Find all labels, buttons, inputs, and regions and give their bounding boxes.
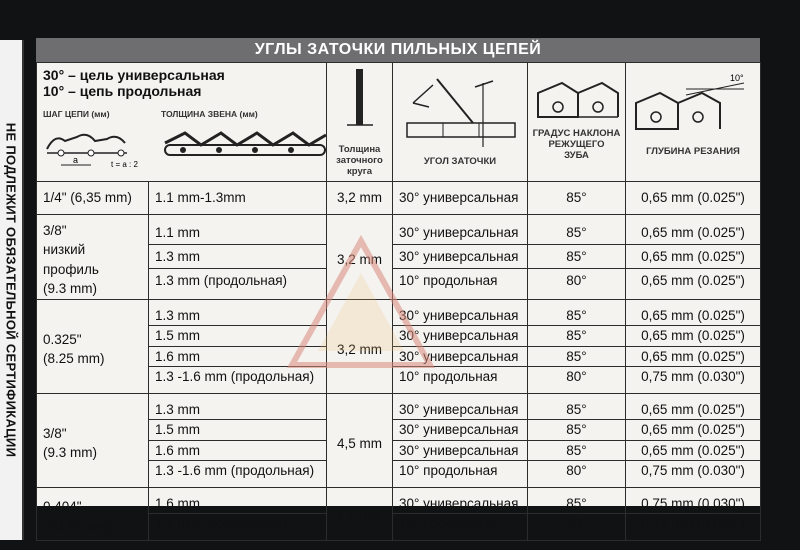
pitch-text: 1/4" (6,35 mm): [43, 190, 132, 205]
depth-cell: [626, 514, 761, 541]
depth-header-label: ГЛУБИНА РЕЗАНИЯ: [646, 146, 740, 157]
angle-cell: [393, 393, 528, 420]
gauge-cell: [149, 487, 327, 514]
gauge-cell: [149, 461, 327, 488]
pitch-text: профиль: [43, 261, 99, 277]
tooth-angle-cell: [528, 440, 626, 461]
depth-cell-text: 0,65 mm (0.025"): [641, 328, 745, 343]
pitch-a-label: a: [73, 155, 79, 165]
angle-cell-text: 10° продольная: [399, 516, 498, 531]
tooth-angle-cell-text: 85°: [566, 328, 587, 343]
angle-cell: [393, 367, 528, 394]
tooth-angle-cell-text: 85°: [566, 248, 587, 264]
angle-cell-text: 30° универсальная: [399, 348, 519, 364]
depth-header-cell: [626, 63, 761, 182]
sharpening-table-card: [36, 38, 760, 534]
pitch-header-label: ШАГ ЦЕПИ (мм): [43, 109, 110, 119]
tooth-angle-header-cell: [528, 63, 626, 182]
gauge-chain-icon: [161, 119, 331, 175]
angle-header-label: УГОЛ ЗАТОЧКИ: [423, 156, 497, 167]
gauge-cell-text: 1.3 mm: [155, 248, 201, 264]
angle-cell: [393, 346, 528, 367]
angle-cell: [393, 182, 528, 215]
depth-cell-text: 0,65 mm (0.025"): [641, 401, 745, 417]
depth-cell: [626, 461, 761, 488]
table-row: [37, 299, 761, 326]
depth-cell-text: 0,65 mm (0.025"): [641, 442, 745, 458]
gauge-cell-text: 1.3 mm (продольная): [155, 272, 288, 288]
file-header-line2: заточного: [336, 155, 383, 166]
angle-cell-text: 10° продольная: [399, 463, 498, 478]
depth-cell-text: 0,75 mm (0.030"): [641, 495, 745, 511]
tooth-angle-cell: [528, 182, 626, 215]
gauge-cell: [149, 299, 327, 326]
pitch-text: 0.404": [43, 499, 82, 514]
file-cell: 4,5 mm: [327, 487, 393, 540]
gauge-cell-text: 1.3 -1.6 mm (продольная): [155, 463, 315, 478]
gauge-cell-text: 1.5 mm: [155, 328, 201, 343]
tooth-angle-cell: [528, 268, 626, 299]
pitch-text: 3/8": [43, 425, 67, 441]
angle-cell: [393, 214, 528, 245]
gauge-cell: [149, 367, 327, 394]
angle-cell: [393, 268, 528, 299]
tooth-angle-cell-text: 80°: [566, 516, 587, 531]
depth-cell-text: 0,75 mm (0.030"): [641, 516, 745, 531]
gauge-cell-text: 1.3 -1.6 mm (продольная): [155, 369, 315, 384]
gauge-cell: [149, 268, 327, 299]
gauge-cell-text: 1.6 mm: [155, 442, 201, 458]
pitch-text: 0.325": [43, 331, 82, 347]
gauge-cell: [149, 514, 327, 541]
gauge-cell: [149, 182, 327, 215]
sharpening-table: [36, 62, 761, 541]
depth-cell: [626, 420, 761, 441]
tooth-angle-cell: [528, 299, 626, 326]
file-icon: [327, 63, 393, 141]
pitch-text: 3/8": [43, 222, 67, 238]
depth-cell: [626, 346, 761, 367]
tooth-angle-cell: [528, 514, 626, 541]
tooth-angle-cell-text: 80°: [566, 463, 587, 478]
gauge-cell: [149, 326, 327, 347]
angle-cell-text: 30° универсальная: [399, 190, 519, 205]
depth-cell: [626, 299, 761, 326]
pitch-cell: [37, 393, 149, 487]
table-row: [37, 182, 761, 215]
tooth-angle-cell-text: 85°: [566, 401, 587, 417]
legend-ripping: 10° – цепь продольная: [43, 83, 202, 99]
gauge-cell-text: 1.1 mm: [155, 224, 201, 240]
file-header-cell: [327, 63, 393, 182]
pitch-text: (8.25 mm): [43, 351, 105, 366]
depth-cell: [626, 268, 761, 299]
gauge-cell-text: 1.6 mm: [155, 348, 201, 364]
angle-cell-text: 30° универсальная: [399, 248, 519, 264]
file-cell: 3,2 mm: [327, 182, 393, 215]
gauge-cell: [149, 440, 327, 461]
sharpening-angle-icon: [393, 63, 528, 153]
tooth-angle-cell: [528, 214, 626, 245]
gauge-cell-text: 1.6 mm (продольная): [155, 516, 288, 531]
angle-cell-text: 30° универсальная: [399, 224, 519, 240]
depth-cell: [626, 245, 761, 269]
depth-cell-text: 0,75 mm (0.030"): [641, 463, 745, 478]
depth-cell-text: 0,65 mm (0.025"): [641, 422, 745, 437]
table-body: [37, 182, 761, 541]
angle-cell: [393, 299, 528, 326]
depth-cell: [626, 440, 761, 461]
tooth-angle-cell: [528, 367, 626, 394]
tooth-angle-cell-text: 80°: [566, 272, 587, 288]
gauge-cell: [149, 245, 327, 269]
tooth-angle-cell: [528, 326, 626, 347]
gauge-cell: [149, 393, 327, 420]
table-title: УГЛЫ ЗАТОЧКИ ПИЛЬНЫХ ЦЕПЕЙ: [36, 38, 760, 62]
tooth-angle-cell: [528, 461, 626, 488]
angle-cell: [393, 245, 528, 269]
tooth-angle-cell-text: 85°: [566, 495, 587, 511]
angle-cell: [393, 514, 528, 541]
tooth-angle-cell-text: 80°: [566, 369, 587, 384]
angle-cell-text: 30° универсальная: [399, 401, 519, 417]
depth-cell: [626, 367, 761, 394]
pitch-header: [43, 109, 155, 178]
gauge-cell: [149, 214, 327, 245]
table-row: [37, 214, 761, 245]
depth-cell-text: 0,75 mm (0.030"): [641, 369, 745, 384]
tooth-angle-cell: [528, 346, 626, 367]
gauge-header: [155, 109, 331, 178]
file-header-line1: Толщина: [338, 144, 381, 155]
table-row: [37, 487, 761, 514]
gauge-cell-text: 1.6 mm: [155, 495, 201, 511]
depth-cell-text: 0,65 mm (0.025"): [641, 190, 745, 205]
gauge-cell-text: 1.3 mm: [155, 307, 201, 323]
tooth-icon: [528, 63, 626, 125]
certification-text: НЕ ПОДЛЕЖИТ ОБЯЗАТЕЛЬНОЙ СЕРТИФИКАЦИИ: [3, 122, 19, 458]
angle-cell: [393, 461, 528, 488]
angle-cell-text: 30° универсальная: [399, 307, 519, 323]
pitch-formula: t = a : 2: [111, 160, 138, 169]
tooth-angle-cell: [528, 487, 626, 514]
gauge-cell-text: 1.5 mm: [155, 422, 201, 437]
gauge-cell-text: 1.3 mm: [155, 401, 201, 417]
depth-cell-text: 0,65 mm (0.025"): [641, 307, 745, 323]
pitch-cell: [37, 182, 149, 215]
header-row: [37, 63, 761, 182]
file-cell: 4,5 mm: [327, 393, 393, 487]
pitch-text: (9.3 mm): [43, 281, 97, 296]
angle-cell-text: 10° продольная: [399, 272, 498, 288]
certification-side-strip: [0, 40, 24, 540]
pitch-cell: [37, 299, 149, 393]
pitch-chain-icon: [43, 119, 155, 175]
legend-cell: [37, 63, 327, 182]
file-cell: 3,2 mm: [327, 214, 393, 299]
angle-cell-text: 30° универсальная: [399, 442, 519, 458]
depth-cell-text: 0,65 mm (0.025"): [641, 348, 745, 364]
gauge-cell-text: 1.1 mm-1.3mm: [155, 190, 246, 205]
tooth-header-line3: ЗУБА: [564, 150, 589, 161]
pitch-text: низкий: [43, 242, 86, 257]
tooth-angle-cell: [528, 245, 626, 269]
depth-cell: [626, 326, 761, 347]
pitch-text: (10.26 mm): [43, 518, 113, 534]
gauge-cell: [149, 420, 327, 441]
angle-cell-text: 10° продольная: [399, 369, 498, 384]
depth-cell: [626, 487, 761, 514]
depth-angle-label: 10°: [730, 73, 744, 83]
depth-cell: [626, 182, 761, 215]
pitch-text: (9.3 mm): [43, 445, 97, 460]
gauge-cell: [149, 346, 327, 367]
depth-cell: [626, 214, 761, 245]
depth-cell-text: 0,65 mm (0.025"): [641, 248, 745, 264]
tooth-angle-cell-text: 85°: [566, 307, 587, 323]
file-header-line3: круга: [347, 166, 372, 177]
table-row: [37, 393, 761, 420]
tooth-angle-cell-text: 85°: [566, 224, 587, 240]
depth-cell-text: 0,65 mm (0.025"): [641, 224, 745, 240]
tooth-angle-cell-text: 85°: [566, 442, 587, 458]
angle-cell-text: 30° универсальная: [399, 422, 519, 437]
angle-cell: [393, 440, 528, 461]
tooth-angle-cell: [528, 420, 626, 441]
angle-cell-text: 30° универсальная: [399, 328, 519, 343]
angle-cell: [393, 420, 528, 441]
tooth-angle-cell: [528, 393, 626, 420]
tooth-angle-cell-text: 85°: [566, 348, 587, 364]
file-cell: 3,2 mm: [327, 299, 393, 393]
angle-cell-text: 30° универсальная: [399, 495, 519, 511]
depth-cell: [626, 393, 761, 420]
gauge-header-label: ТОЛЩИНА ЗВЕНА (мм): [161, 109, 258, 119]
angle-header-cell: [393, 63, 528, 182]
tooth-header-line1: ГРАДУС НАКЛОНА: [532, 128, 621, 139]
angle-cell: [393, 326, 528, 347]
legend-universal: 30° – цель универсальная: [43, 67, 225, 83]
pitch-cell: [37, 214, 149, 299]
depth-gauge-icon: [626, 63, 761, 143]
tooth-header-line2: РЕЖУЩЕГО: [548, 139, 605, 150]
depth-cell-text: 0,65 mm (0.025"): [641, 272, 745, 288]
pitch-cell: [37, 487, 149, 540]
angle-cell: [393, 487, 528, 514]
tooth-angle-cell-text: 85°: [566, 422, 587, 437]
tooth-angle-cell-text: 85°: [566, 190, 587, 205]
